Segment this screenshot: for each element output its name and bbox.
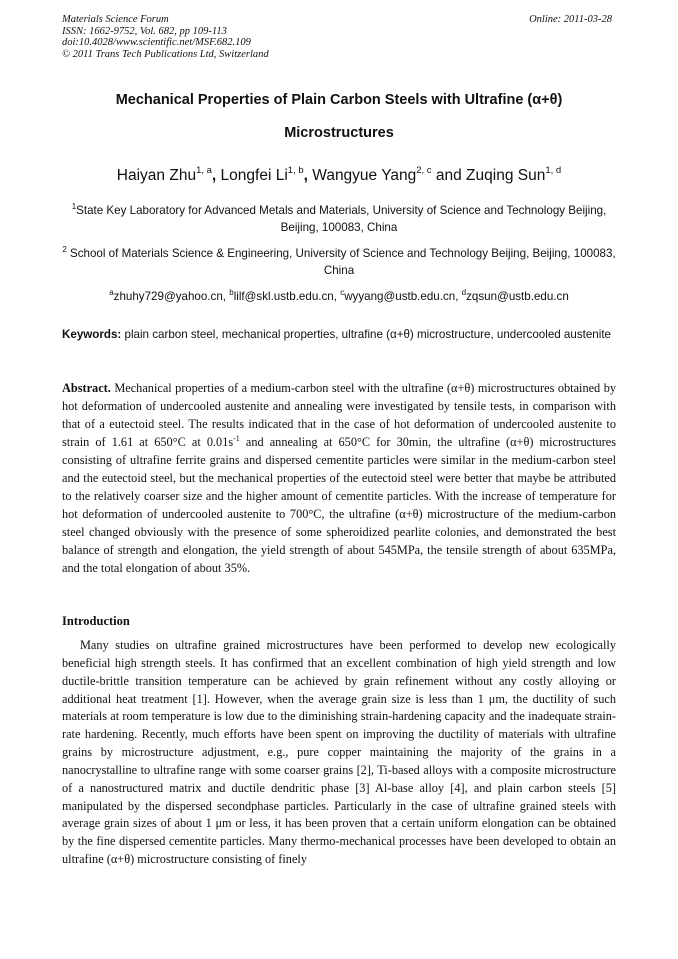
issn-line: ISSN: 1662-9752, Vol. 682, pp 109-113 [62,25,227,37]
affiliation-text: State Key Laboratory for Advanced Metals and Materials, University of Science and Technology Beijing, Beijing, 100083, China [76,204,607,234]
keywords-label: Keywords: [62,328,122,341]
author-name: Zuqing Sun [466,167,546,184]
affiliation-2 [62,245,616,279]
unit-exponent: -1 [233,434,240,443]
copyright-line: © 2011 Trans Tech Publications Ltd, Switzerland [62,48,269,60]
introduction-paragraph: Many studies on ultrafine grained microstructures have been performed to develop new ecologically beneficial high strength steels. It has confirmed that an excellent combination of high yield strength and low ductile-brittle transition temperature can be achieved by grain refinement without any costly alloying or additional heat treatment [1]. However, when the average grain size is less than 1 μm, the ductility of such materials at room temperature is low due to the diminishing strain-hardening capacity and the inadequate strain-rate hardening. Recently, much efforts have been spent on improving the ductility of materials with ultrafine grains by microstructure adjustment, e.g., pure copper maintaining the majority of the grains in a nanocrystalline to ultrafine range with some coarser grains [2], Ti-based alloys with a composite microstructure of a nanostructured matrix and ductile dendritic phase [3] Al-base alloy [4], and plain carbon steels [5] manipulated by the dispersed secondphase particles. Particularly in the case of ultrafine grained steels with average grain sizes of about 1 μm or less, it has been proven that a certain uniform elongation can be obtained by the fine dispersed cementite particles. Many thermo-mechanical processes have been developed to obtain an ultrafine (α+θ) microstructure consisting of finely [62,638,616,867]
author-affiliation-mark: 2, c [416,165,432,176]
author-list [62,167,616,185]
author-affiliation-mark: 1, b [287,165,304,176]
email-mark: a [109,288,114,297]
section-heading-introduction: Introduction [62,614,130,628]
online-date: Online: 2011-03-28 [529,14,612,25]
author-affiliation-mark: 1, a [196,165,212,176]
affiliation-1 [62,202,616,236]
author-affiliation-mark: 1, d [545,165,562,176]
paper-title-line-1: Mechanical Properties of Plain Carbon Steels with Ultrafine (α+θ) [115,92,563,108]
email-link[interactable]: wyyang@ustb.edu.cn, [344,290,462,303]
author-name: Haiyan Zhu [116,167,197,184]
author-separator: , [303,167,313,184]
abstract-paragraph [62,379,616,577]
abstract-text: and annealing at 650°C for 30min, the ultrafine (α+θ) microstructures consisting of ultrafine ferrite grains and dispersed cementite particles were similar in the medium-carbon steel and the eutectoid steel, but the mechanical properties of the eutectoid steel were better that maybe be attributed to the relatively coarser size and the higher amount of cementite particles. With the increase of temperature for hot deformation of undercooled austenite to 700°C, the ultrafine (α+θ) microstructure of the medium-carbon steel changed obviously with the presence of some spheroidized pearlite colonies, and demonstrated the best balance of strength and elongation, the yield strength of about 545MPa, the tensile strength of about 635MPa, and the total elongation of about 35%. [62,435,616,575]
journal-header [62,14,269,60]
affiliation-text: School of Materials Science & Engineering, University of Science and Technology Beijing, Beijing, 100083, China [66,247,616,277]
doi-line: doi:10.4028/www.scientific.net/MSF.682.109 [62,37,251,49]
affiliation-mark: 2 [62,245,67,254]
email-link[interactable]: zqsun@ustb.edu.cn [466,290,569,303]
abstract-label: Abstract. [62,381,111,395]
email-mark: d [461,288,467,297]
email-mark: c [340,288,345,297]
abstract-text: Mechanical properties of a medium-carbon steel with the ultrafine (α+θ) microstructures obtained by hot deformation of undercooled austenite and annealing were investigated by tensile tests, in comparison with that of a eutectoid steel. The results indicated that in the case of hot deformation of undercooled austenite to strain of 1.61 at 650°C at 0.01s [62,381,616,449]
keywords-text: plain carbon steel, mechanical properties, ultrafine (α+θ) microstructure, undercooled austenite [121,328,611,341]
author-separator: , [211,167,221,184]
journal-name: Materials Science Forum [62,14,169,25]
author-name: Wangyue Yang [312,167,417,184]
affiliation-mark: 1 [71,202,77,211]
paper-title-line-2: Microstructures [284,125,394,141]
email-link[interactable]: lilf@skl.ustb.edu.cn, [233,290,341,303]
email-list [62,288,616,305]
email-link[interactable]: zhuhy729@yahoo.cn, [113,290,230,303]
email-mark: b [229,288,234,297]
author-name: Longfei Li [220,167,288,184]
author-separator: and [431,167,467,184]
keywords-paragraph [62,326,616,344]
